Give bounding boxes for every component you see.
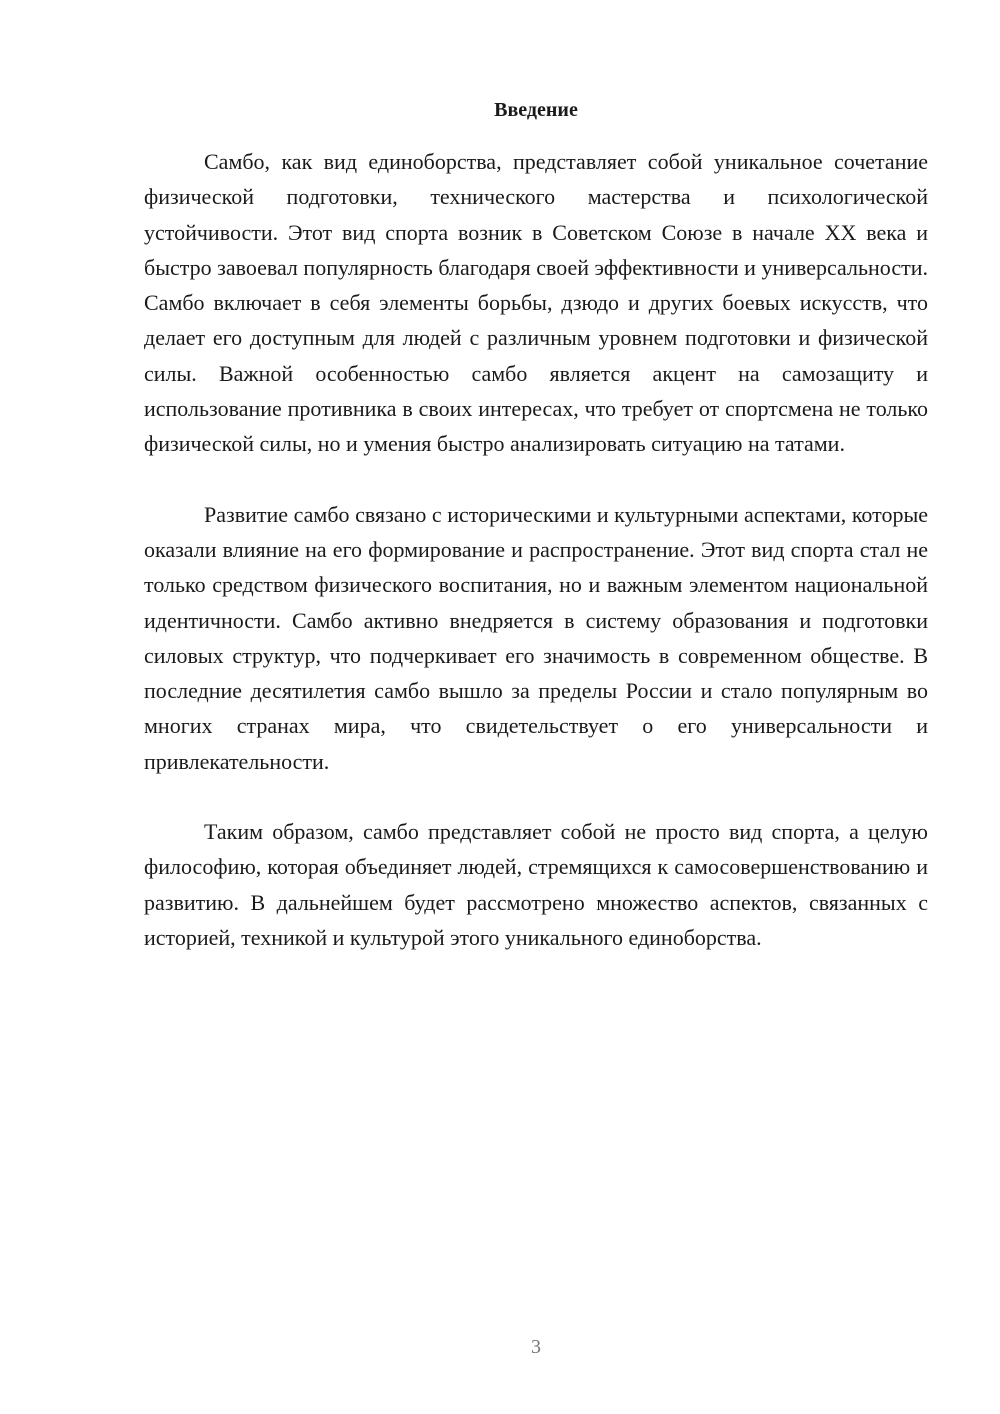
paragraph-3: Таким образом, самбо представляет собой не просто вид спорта, а целую философию, которая объединяет людей, стремящихся к самосовершенствованию и развитию. В дальнейшем будет рассмотрено множество аспектов, связанных с историей, техникой и культурой этого уникального единоборства. [144,819,928,950]
paragraph-2: Развитие самбо связано с историческими и культурными аспектами, которые оказали влияние на его формирование и распространение. Этот вид спорта стал не только средством физического воспитания, но и важным элементом национальной идентичности. Самбо активно внедряется в систему образования и подготовки силовых структур, что подчеркивает его значимость в современном обществе. В последние десятилетия самбо вышло за пределы России и стало популярным во многих странах мира, что свидетельствует о его универсальности и привлекательности. [144,501,928,774]
page-number: 3 [531,1336,541,1358]
paragraph-1: Самбо, как вид единоборства, представляет собой уникальное сочетание физической подготовки, технического мастерства и психологической устойчивости. Этот вид спорта возник в Советском Союзе в начале XX века и быстро завоевал популярность благодаря своей эффективности и универсальности. Самбо включает в себя элементы борьбы, дзюдо и других боевых искусств, что делает его доступным для людей с различным уровнем подготовки и физической силы. Важной особенностью самбо является акцент на самозащиту и использование противника в своих интересах, что требует от спортсмена не только физической силы, но и умения быстро анализировать ситуацию на татами. [144,149,928,457]
section-title: Введение [494,99,578,121]
page-content [144,93,928,955]
